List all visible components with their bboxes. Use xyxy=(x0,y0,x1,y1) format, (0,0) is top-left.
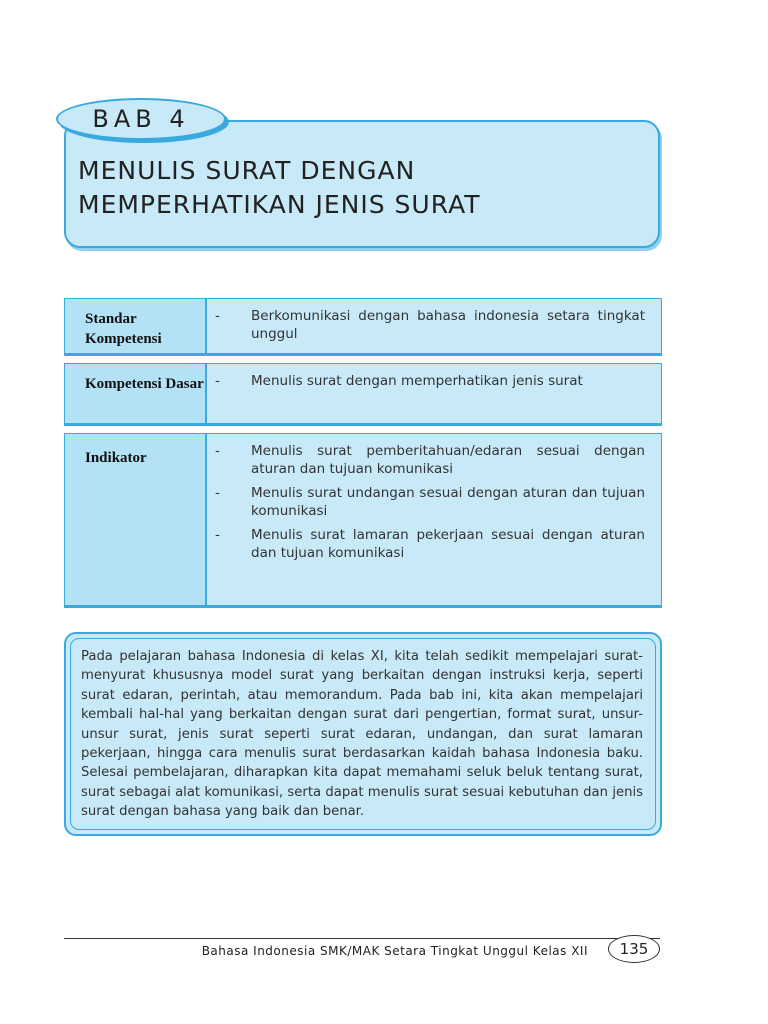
footer-book-title: Bahasa Indonesia SMK/MAK Setara Tingkat Unggul Kelas XII xyxy=(201,944,588,958)
row-label: Indikator xyxy=(65,434,207,605)
row-content xyxy=(207,434,661,605)
intro-box xyxy=(64,632,662,836)
bullet-dash: - xyxy=(215,527,220,543)
bullet-item xyxy=(213,372,645,390)
chapter-label-badge: BAB 4 xyxy=(56,98,226,140)
bullet-dash: - xyxy=(215,443,220,459)
bullet-text: Berkomunikasi dengan bahasa indonesia setara tingkat unggul xyxy=(251,308,645,342)
row-label: Kompetensi Dasar xyxy=(65,364,207,423)
footer-rule xyxy=(64,938,660,939)
competency-row-dasar xyxy=(64,363,662,424)
bullet-item xyxy=(213,307,645,343)
page-number: 135 xyxy=(608,935,660,963)
bullet-text: Menulis surat pemberitahuan/edaran sesuai dengan aturan dan tujuan komunikasi xyxy=(251,443,645,477)
bullet-text: Menulis surat dengan memperhatikan jenis surat xyxy=(251,373,583,389)
bullet-item xyxy=(213,442,645,478)
chapter-title: MENULIS SURAT DENGAN MEMPERHATIKAN JENIS SURAT xyxy=(78,156,481,219)
intro-paragraph: Pada pelajaran bahasa Indonesia di kelas XI, kita telah sedikit mempelajari surat-menyurat khususnya model surat yang berkaitan dengan instruksi kerja, seperti surat edaran, perintah, atau memorandum. Pada bab ini, kita akan mempelajari kembali hal-hal yang berkaitan dengan surat dari pengertian, format surat, unsur-unsur surat, jenis surat seperti surat edaran, undangan, dan surat lamaran pekerjaan, hingga cara menulis surat berdasarkan kaidah bahasa Indonesia baku. Selesai pembelajaran, diharapkan kita dapat memahami seluk beluk tentang surat, surat sebagai alat komunikasi, serta dapat menulis surat sesuai kebutuhan dan jenis surat dengan bahasa yang baik dan benar. xyxy=(81,649,643,820)
bullet-dash: - xyxy=(215,308,220,324)
row-label: Standar Kompetensi xyxy=(65,299,207,353)
row-content xyxy=(207,299,661,353)
bullet-text: Menulis surat lamaran pekerjaan sesuai dengan aturan dan tujuan komunikasi xyxy=(251,527,645,561)
intro-inner-border xyxy=(70,638,656,830)
bullet-item xyxy=(213,484,645,520)
row-content xyxy=(207,364,661,423)
bullet-dash: - xyxy=(215,485,220,501)
bullet-item xyxy=(213,526,645,562)
competency-row-indikator xyxy=(64,433,662,606)
bullet-dash: - xyxy=(215,373,220,389)
competency-row-standar xyxy=(64,298,662,354)
bullet-text: Menulis surat undangan sesuai dengan aturan dan tujuan komunikasi xyxy=(251,485,645,519)
